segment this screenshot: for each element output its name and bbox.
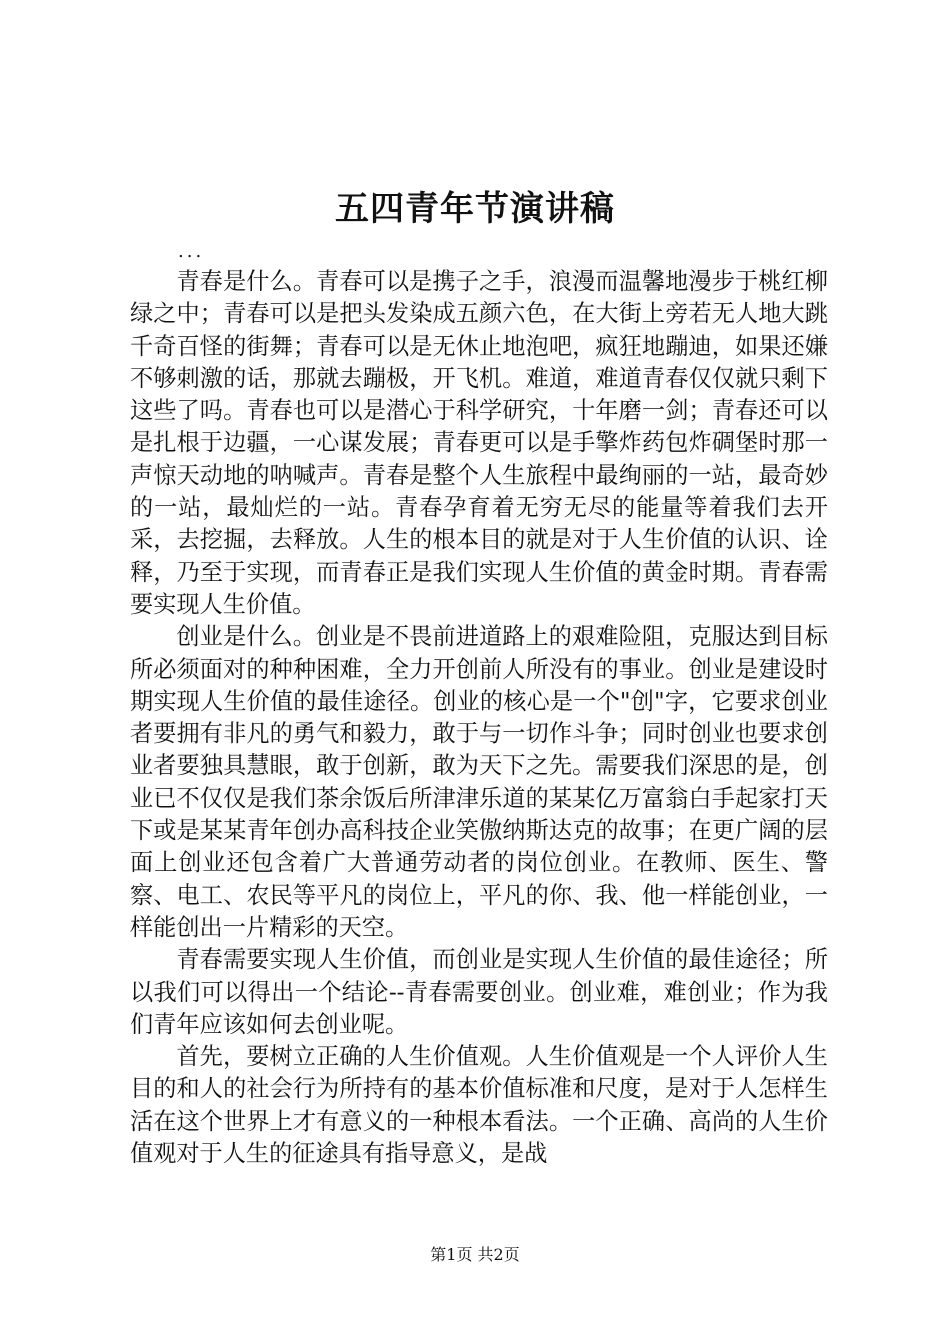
paragraph: 青春是什么。青春可以是携子之手，浪漫而温馨地漫步于桃红柳绿之中；青春可以是把头发染成五颜六色，在大街上旁若无人地大跳千奇百怪的街舞；青春可以是无休止地泡吧，疯狂地蹦迪，如果还嫌不够刺激的话，那就去蹦极，开飞机。难道，难道青春仅仅就只剩下这些了吗。青春也可以是潜心于科学研究，十年磨一剑；青春还可以是扎根于边疆，一心谋发展；青春更可以是手擎炸药包炸碉堡时那一声惊天动地的呐喊声。青春是整个人生旅程中最绚丽的一站，最奇妙的一站，最灿烂的一站。青春孕育着无穷无尽的能量等着我们去开采，去挖掘，去释放。人生的根本目的就是对于人生价值的认识、诠释，乃至于实现，而青春正是我们实现人生价值的黄金时期。青春需要实现人生价值。 [130,268,828,618]
paragraph: 青春需要实现人生价值，而创业是实现人生价值的最佳途径；所以我们可以得出一个结论--青春需要创业。创业难，难创业；作为我们青年应该如何去创业呢。 [130,946,828,1038]
ellipsis-marker: ... [178,241,205,262]
document-body [130,266,828,1170]
document-title: 五四青年节演讲稿 [335,189,615,229]
paragraph: 创业是什么。创业是不畏前进道路上的艰难险阻，克服达到目标所必须面对的种种困难，全力开创前人所没有的事业。创业是建设时期实现人生价值的最佳途径。创业的核心是一个"创"字，它要求创业者要拥有非凡的勇气和毅力，敢于与一切作斗争；同时创业也要求创业者要独具慧眼，敢于创新，敢为天下之先。需要我们深思的是，创业已不仅仅是我们茶余饭后所津津乐道的某某亿万富翁白手起家打天下或是某某青年创办高科技企业笑傲纳斯达克的故事；在更广阔的层面上创业还包含着广大普通劳动者的岗位创业。在教师、医生、警察、电工、农民等平凡的岗位上，平凡的你、我、他一样能创业，一样能创出一片精彩的天空。 [130,623,828,941]
paragraph: 首先，要树立正确的人生价值观。人生价值观是一个人评价人生目的和人的社会行为所持有的基本价值标准和尺度，是对于人怎样生活在这个世界上才有意义的一种根本看法。一个正确、高尚的人生价值观对于人生的征途具有指导意义，是战 [130,1043,828,1168]
page-footer: 第1页 共2页 [430,1245,520,1264]
